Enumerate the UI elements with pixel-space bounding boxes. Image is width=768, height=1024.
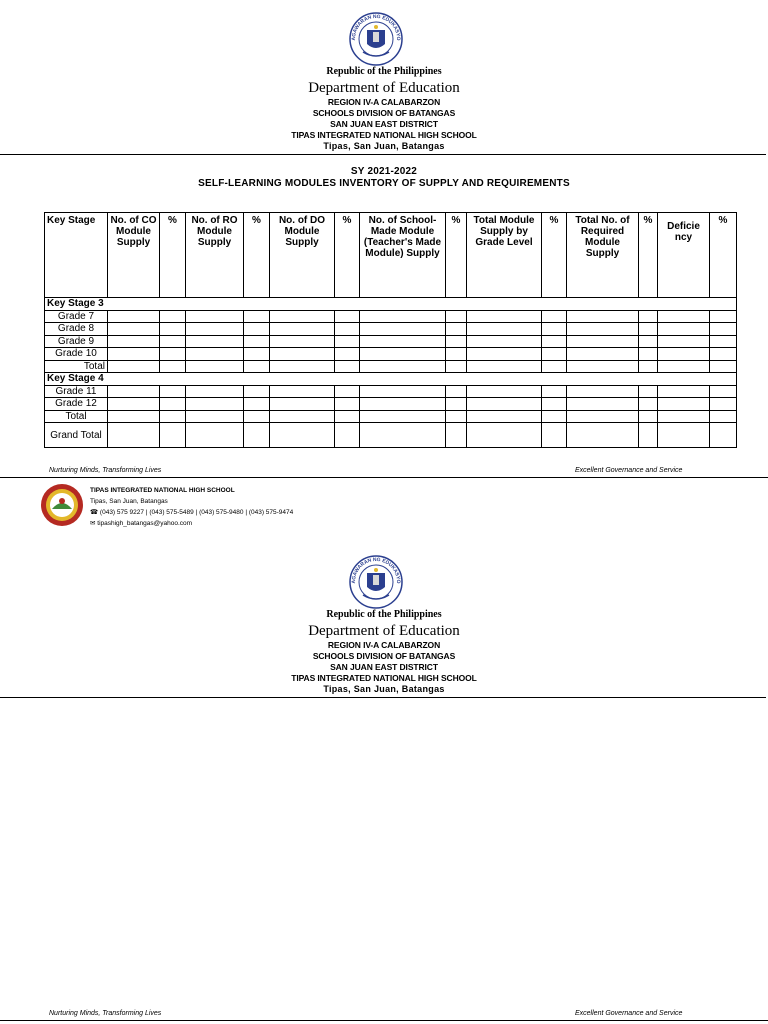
table-cell[interactable]	[244, 360, 270, 373]
table-cell[interactable]	[335, 348, 360, 361]
table-cell[interactable]	[542, 410, 567, 423]
table-cell[interactable]	[335, 385, 360, 398]
school-contact-email-line	[90, 518, 293, 529]
table-cell[interactable]	[108, 310, 160, 323]
table-cell[interactable]	[710, 423, 737, 448]
table-cell[interactable]	[108, 385, 160, 398]
table-cell[interactable]	[360, 323, 446, 336]
school-contact-name: TIPAS INTEGRATED NATIONAL HIGH SCHOOL	[90, 487, 235, 494]
table-cell[interactable]	[160, 398, 186, 411]
table-cell[interactable]	[446, 310, 467, 323]
table-cell[interactable]	[710, 410, 737, 423]
table-cell[interactable]	[467, 410, 542, 423]
table-cell[interactable]	[160, 323, 186, 336]
table-cell[interactable]	[446, 410, 467, 423]
phone-icon: ☎	[90, 509, 99, 516]
table-cell[interactable]	[270, 323, 335, 336]
row-label: Total	[45, 360, 108, 373]
table-cell[interactable]	[658, 360, 710, 373]
row-label: Grade 8	[45, 323, 108, 336]
school-contact-text	[90, 485, 293, 529]
table-header-row	[45, 213, 737, 298]
table-cell[interactable]	[446, 385, 467, 398]
table-cell[interactable]	[710, 323, 737, 336]
table-cell[interactable]	[335, 335, 360, 348]
table-cell[interactable]	[186, 323, 244, 336]
table-cell[interactable]	[360, 385, 446, 398]
table-cell[interactable]	[467, 423, 542, 448]
school-label: TIPAS INTEGRATED NATIONAL HIGH SCHOOL	[291, 130, 477, 140]
table-cell[interactable]	[710, 385, 737, 398]
table-cell[interactable]	[108, 335, 160, 348]
region-label: REGION IV-A CALABARZON	[327, 97, 441, 107]
table-cell[interactable]	[542, 398, 567, 411]
table-cell[interactable]	[542, 385, 567, 398]
header-percent: %	[160, 213, 186, 298]
table-cell[interactable]	[467, 335, 542, 348]
table-cell[interactable]	[710, 360, 737, 373]
school-contact-address: Tipas, San Juan, Batangas	[90, 498, 168, 505]
table-cell[interactable]	[567, 385, 639, 398]
row-label: Grade 9	[45, 335, 108, 348]
table-cell[interactable]	[467, 398, 542, 411]
table-cell[interactable]	[639, 423, 658, 448]
table-cell[interactable]	[360, 310, 446, 323]
table-cell[interactable]	[186, 423, 244, 448]
table-cell[interactable]	[244, 335, 270, 348]
table-cell[interactable]	[186, 385, 244, 398]
table-cell[interactable]	[360, 348, 446, 361]
table-cell[interactable]	[567, 348, 639, 361]
header-required-supply: Total No. of Required Module Supply	[567, 213, 639, 298]
envelope-icon: ✉	[90, 520, 96, 527]
table-cell[interactable]	[335, 423, 360, 448]
table-cell[interactable]	[567, 323, 639, 336]
table-cell[interactable]	[542, 360, 567, 373]
table-cell[interactable]	[108, 323, 160, 336]
seal-text-top: AGAWARAN NG EDUKASYO	[350, 13, 402, 41]
school-contact-email[interactable]: tipashigh_batangas@yahoo.com	[97, 520, 193, 527]
header-percent: %	[335, 213, 360, 298]
table-cell[interactable]	[270, 385, 335, 398]
table-cell[interactable]	[244, 348, 270, 361]
table-row	[45, 310, 737, 323]
table-cell[interactable]	[639, 398, 658, 411]
division-label: SCHOOLS DIVISION OF BATANGAS	[312, 651, 456, 661]
table-cell[interactable]	[360, 398, 446, 411]
table-row	[45, 398, 737, 411]
table-cell[interactable]	[658, 323, 710, 336]
table-cell[interactable]	[542, 348, 567, 361]
table-cell[interactable]	[710, 335, 737, 348]
table-cell[interactable]	[567, 335, 639, 348]
table-row	[45, 360, 737, 373]
table-cell[interactable]	[467, 385, 542, 398]
table-cell[interactable]	[446, 360, 467, 373]
school-contact-phones: (043) 575 9227 | (043) 575-5489 | (043) 575-9480 | (043) 575-9474	[99, 509, 294, 516]
table-cell[interactable]	[160, 360, 186, 373]
key-stage-label: Key Stage 3	[45, 298, 737, 311]
header-percent: %	[710, 213, 737, 298]
table-cell[interactable]	[270, 348, 335, 361]
table-cell[interactable]	[567, 398, 639, 411]
table-row	[45, 298, 737, 311]
table-cell[interactable]	[108, 423, 160, 448]
table-cell[interactable]	[160, 423, 186, 448]
table-cell[interactable]	[710, 398, 737, 411]
district-label: SAN JUAN EAST DISTRICT	[330, 119, 438, 129]
table-cell[interactable]	[446, 323, 467, 336]
table-cell[interactable]	[567, 410, 639, 423]
table-cell[interactable]	[244, 398, 270, 411]
table-cell[interactable]	[360, 335, 446, 348]
school-year: SY 2021-2022	[350, 166, 418, 177]
republic-label: Republic of the Philippines	[326, 609, 442, 620]
department-title: Department of Education	[308, 80, 460, 96]
header-do-supply: No. of DO Module Supply	[270, 213, 335, 298]
table-cell[interactable]	[360, 360, 446, 373]
address-label: Tipas, San Juan, Batangas	[323, 141, 445, 151]
header-total-supply: Total Module Supply by Grade Level	[467, 213, 542, 298]
table-cell[interactable]	[639, 410, 658, 423]
deped-seal-logo	[349, 555, 403, 609]
table-cell[interactable]	[567, 423, 639, 448]
table-row	[45, 348, 737, 361]
header-school-made-supply: No. of School-Made Module (Teacher's Made Module) Supply	[360, 213, 446, 298]
key-stage-label: Key Stage 4	[45, 373, 737, 386]
school-contact-block	[40, 483, 440, 527]
table-cell[interactable]	[658, 335, 710, 348]
table-cell[interactable]	[108, 348, 160, 361]
table-cell[interactable]	[567, 360, 639, 373]
region-label: REGION IV-A CALABARZON	[327, 640, 441, 650]
row-label: Total	[45, 410, 108, 423]
table-cell[interactable]	[160, 410, 186, 423]
table-cell[interactable]	[467, 348, 542, 361]
table-row	[45, 335, 737, 348]
department-title: Department of Education	[308, 623, 460, 639]
table-cell[interactable]	[658, 385, 710, 398]
table-cell[interactable]	[658, 348, 710, 361]
table-cell[interactable]	[335, 410, 360, 423]
inventory-table	[44, 212, 737, 448]
school-contact-phone-line	[90, 507, 293, 518]
seal-text-top: AGAWARAN NG EDUKASYO	[350, 556, 402, 584]
header-co-supply: No. of CO Module Supply	[108, 213, 160, 298]
table-cell[interactable]	[244, 323, 270, 336]
table-cell[interactable]	[270, 423, 335, 448]
document-title: SELF-LEARNING MODULES INVENTORY OF SUPPLY AND REQUIREMENTS	[198, 178, 570, 189]
table-cell[interactable]	[360, 423, 446, 448]
school-label: TIPAS INTEGRATED NATIONAL HIGH SCHOOL	[291, 673, 477, 683]
table-cell[interactable]	[160, 385, 186, 398]
row-label: Grand Total	[45, 423, 108, 448]
table-cell[interactable]	[186, 398, 244, 411]
table-cell[interactable]	[639, 385, 658, 398]
table-cell[interactable]	[270, 335, 335, 348]
table-cell[interactable]	[467, 323, 542, 336]
table-cell[interactable]	[467, 360, 542, 373]
table-cell[interactable]	[244, 423, 270, 448]
table-cell[interactable]	[710, 310, 737, 323]
footer-motto-right: Excellent Governance and Service	[575, 467, 683, 474]
table-cell[interactable]	[160, 335, 186, 348]
table-cell[interactable]	[186, 360, 244, 373]
table-row	[45, 373, 737, 386]
table-row	[45, 423, 737, 448]
table-cell[interactable]	[542, 323, 567, 336]
table-cell[interactable]	[270, 360, 335, 373]
header-percent: %	[542, 213, 567, 298]
table-cell[interactable]	[244, 310, 270, 323]
header-divider	[0, 154, 766, 155]
deped-seal-logo	[349, 12, 403, 66]
table-cell[interactable]	[639, 310, 658, 323]
row-label: Grade 10	[45, 348, 108, 361]
table-cell[interactable]	[542, 310, 567, 323]
table-cell[interactable]	[244, 410, 270, 423]
table-cell[interactable]	[186, 335, 244, 348]
row-label: Grade 11	[45, 385, 108, 398]
table-cell[interactable]	[335, 360, 360, 373]
table-cell[interactable]	[335, 323, 360, 336]
table-cell[interactable]	[658, 423, 710, 448]
table-cell[interactable]	[639, 335, 658, 348]
table-cell[interactable]	[360, 410, 446, 423]
footer-motto-left: Nurturing Minds, Transforming Lives	[49, 1010, 162, 1017]
table-cell[interactable]	[446, 423, 467, 448]
table-row	[45, 385, 737, 398]
table-cell[interactable]	[446, 398, 467, 411]
table-cell[interactable]	[639, 323, 658, 336]
table-row	[45, 323, 737, 336]
table-cell[interactable]	[335, 398, 360, 411]
header-percent: %	[639, 213, 658, 298]
table-cell[interactable]	[658, 410, 710, 423]
table-cell[interactable]	[446, 348, 467, 361]
table-cell[interactable]	[108, 410, 160, 423]
republic-label: Republic of the Philippines	[326, 66, 442, 77]
footer-motto-left: Nurturing Minds, Transforming Lives	[49, 467, 162, 474]
table-cell[interactable]	[270, 310, 335, 323]
row-label: Grade 12	[45, 398, 108, 411]
table-cell[interactable]	[446, 335, 467, 348]
header-divider	[0, 697, 766, 698]
district-label: SAN JUAN EAST DISTRICT	[330, 662, 438, 672]
table-cell[interactable]	[639, 360, 658, 373]
table-cell[interactable]	[160, 348, 186, 361]
table-cell[interactable]	[335, 310, 360, 323]
school-logo	[40, 483, 84, 527]
division-label: SCHOOLS DIVISION OF BATANGAS	[312, 108, 456, 118]
footer-divider	[0, 477, 768, 478]
address-label: Tipas, San Juan, Batangas	[323, 684, 445, 694]
table-cell[interactable]	[186, 410, 244, 423]
table-cell[interactable]	[186, 310, 244, 323]
table-cell[interactable]	[658, 310, 710, 323]
table-cell[interactable]	[467, 310, 542, 323]
header-ro-supply: No. of RO Module Supply	[186, 213, 244, 298]
table-cell[interactable]	[270, 398, 335, 411]
table-cell[interactable]	[710, 348, 737, 361]
table-cell[interactable]	[108, 398, 160, 411]
table-cell[interactable]	[542, 423, 567, 448]
header-key-stage: Key Stage	[45, 213, 108, 298]
header-deficiency: Deficie ncy	[658, 213, 710, 298]
row-label: Grade 7	[45, 310, 108, 323]
table-cell[interactable]	[567, 310, 639, 323]
footer-motto-right: Excellent Governance and Service	[575, 1010, 683, 1017]
table-cell[interactable]	[160, 310, 186, 323]
table-cell[interactable]	[108, 360, 160, 373]
header-percent: %	[446, 213, 467, 298]
table-cell[interactable]	[639, 348, 658, 361]
table-cell[interactable]	[658, 398, 710, 411]
table-cell[interactable]	[244, 385, 270, 398]
header-percent: %	[244, 213, 270, 298]
table-row	[45, 410, 737, 423]
table-cell[interactable]	[186, 348, 244, 361]
footer-divider	[0, 1020, 768, 1021]
table-cell[interactable]	[542, 335, 567, 348]
table-cell[interactable]	[270, 410, 335, 423]
